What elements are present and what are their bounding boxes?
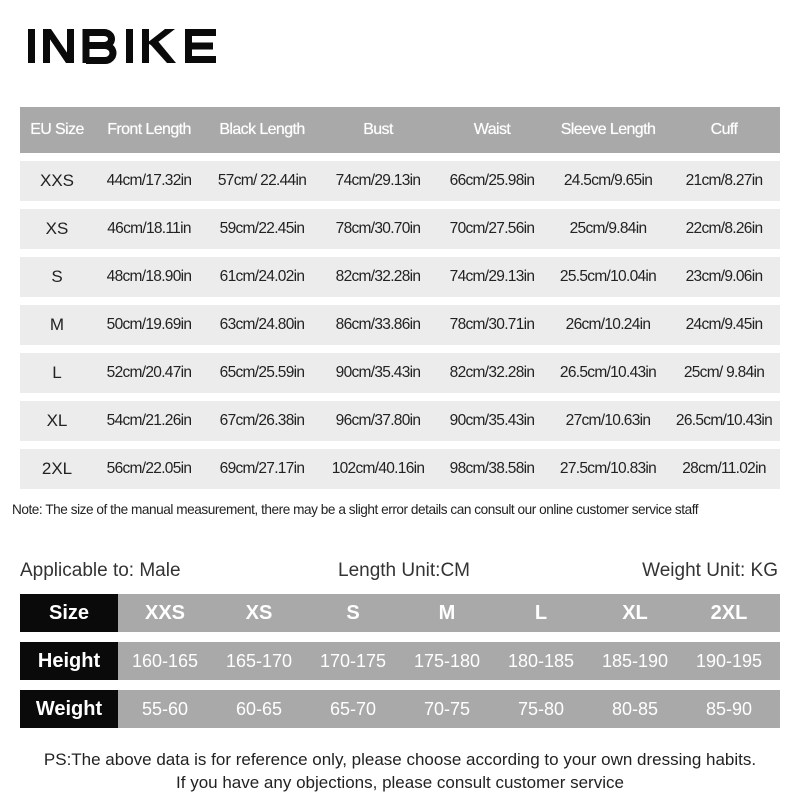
table-cell: 23cm/9.06in <box>685 268 763 285</box>
table-cell: 52cm/20.47in <box>106 364 192 381</box>
table-cell: 65cm/25.59in <box>219 364 305 381</box>
table-cell: 82cm/32.28in <box>449 364 535 381</box>
header-front-length: Front Length <box>107 121 191 138</box>
brand-logo <box>28 26 254 66</box>
size-cell: 2XL <box>710 601 748 624</box>
table-cell: 28cm/11.02in <box>682 460 766 477</box>
reference-disclaimer <box>0 748 800 794</box>
size-cell: XL <box>46 411 68 430</box>
size-cell: XS <box>245 601 273 624</box>
header-bust: Bust <box>363 121 393 138</box>
table-cell: 74cm/29.13in <box>449 268 535 285</box>
table-cell: 26.5cm/10.43in <box>559 364 657 381</box>
weight-row <box>20 690 780 728</box>
table-cell: 26cm/10.24in <box>565 316 651 333</box>
table-cell: 46cm/18.11in <box>107 220 191 237</box>
header-cuff: Cuff <box>710 121 738 138</box>
size-cell: M <box>438 601 456 624</box>
height-cell: 165-170 <box>225 650 293 671</box>
table-cell: 90cm/35.43in <box>335 364 421 381</box>
height-cell: 180-185 <box>507 650 575 671</box>
table-cell: 27.5cm/10.83in <box>559 460 657 477</box>
table-cell: 56cm/22.05in <box>106 460 192 477</box>
table-cell: 70cm/27.56in <box>449 220 535 237</box>
header-eu-size: EU Size <box>30 121 84 138</box>
table-cell: 61cm/24.02in <box>219 268 305 285</box>
table-cell: 90cm/35.43in <box>449 412 535 429</box>
table-cell: 48cm/18.90in <box>106 268 192 285</box>
table-row <box>20 161 780 201</box>
table-cell: 78cm/30.70in <box>335 220 421 237</box>
table-cell: 21cm/8.27in <box>685 172 763 189</box>
table-cell: 25cm/9.84in <box>569 220 647 237</box>
size-cell: XL <box>622 601 648 624</box>
table-cell: 24cm/9.45in <box>685 316 763 333</box>
weight-cell: 70-75 <box>423 698 471 719</box>
height-row <box>20 642 780 680</box>
table-cell: 24.5cm/9.65in <box>563 172 653 189</box>
size-cell: XXS <box>39 171 75 190</box>
table-cell: 22cm/8.26in <box>685 220 763 237</box>
table-cell: 69cm/27.17in <box>219 460 305 477</box>
table-cell: 50cm/19.69in <box>106 316 192 333</box>
table-cell: 78cm/30.71in <box>449 316 535 333</box>
size-cell: S <box>346 601 360 624</box>
header-sleeve-length: Sleeve Length <box>560 121 656 138</box>
table-cell: 66cm/25.98in <box>449 172 535 189</box>
table-cell: 67cm/26.38in <box>219 412 305 429</box>
table-cell: 27cm/10.63in <box>565 412 651 429</box>
table-cell: 63cm/24.80in <box>219 316 305 333</box>
size-cell: S <box>51 267 63 286</box>
table-cell: 98cm/38.58in <box>449 460 535 477</box>
table-row <box>20 449 780 489</box>
garment-size-table <box>20 107 780 489</box>
table-row <box>20 257 780 297</box>
table-row <box>20 209 780 249</box>
table-cell: 44cm/17.32in <box>106 172 192 189</box>
table-cell: 54cm/21.26in <box>106 412 192 429</box>
table-cell: 102cm/40.16in <box>331 460 425 477</box>
weight-cell: 65-70 <box>329 698 377 719</box>
weight-unit: Weight Unit: KG <box>642 560 778 581</box>
weight-cell: 80-85 <box>611 698 659 719</box>
table-row <box>20 353 780 393</box>
table-cell: 86cm/33.86in <box>335 316 421 333</box>
table-cell: 57cm/ 22.44in <box>217 172 307 189</box>
info-line <box>20 560 780 586</box>
row-label-size: Size <box>20 594 118 632</box>
length-unit: Length Unit:CM <box>338 560 471 581</box>
measurement-note: Note: The size of the manual measurement, there may be a slight error details can consult our online customer service staff <box>12 502 699 517</box>
table-cell: 59cm/22.45in <box>219 220 305 237</box>
body-size-table <box>20 594 780 738</box>
table-cell: 25.5cm/10.04in <box>559 268 657 285</box>
disclaimer-line-2: If you have any objections, please consult customer service <box>176 773 624 792</box>
size-cell: XS <box>45 219 69 238</box>
height-cell: 170-175 <box>319 650 387 671</box>
size-cell: L <box>52 363 62 382</box>
row-label-height: Height <box>20 642 118 680</box>
weight-cell: 60-65 <box>235 698 283 719</box>
weight-cell: 85-90 <box>705 698 753 719</box>
table-cell: 82cm/32.28in <box>335 268 421 285</box>
weight-cell: 75-80 <box>517 698 565 719</box>
table-row <box>20 305 780 345</box>
height-cell: 175-180 <box>413 650 481 671</box>
weight-cell: 55-60 <box>141 698 189 719</box>
disclaimer-line-1: PS:The above data is for reference only, please choose according to your own dressing habits. <box>43 750 757 769</box>
table-header <box>20 107 780 153</box>
size-row <box>20 594 780 632</box>
height-cell: 190-195 <box>695 650 763 671</box>
size-cell: 2XL <box>41 459 73 478</box>
row-label-weight: Weight <box>20 690 118 728</box>
table-cell: 74cm/29.13in <box>335 172 421 189</box>
table-cell: 96cm/37.80in <box>335 412 421 429</box>
height-cell: 160-165 <box>131 650 199 671</box>
header-waist: Waist <box>473 121 511 138</box>
applicable-gender: Applicable to: Male <box>20 560 181 581</box>
table-cell: 26.5cm/10.43in <box>675 412 773 429</box>
height-cell: 185-190 <box>601 650 669 671</box>
table-cell: 25cm/ 9.84in <box>683 364 765 381</box>
table-row <box>20 401 780 441</box>
header-black-length: Black Length <box>219 121 305 138</box>
size-cell: XXS <box>144 601 186 624</box>
size-cell: M <box>49 315 65 334</box>
size-cell: L <box>534 601 548 624</box>
